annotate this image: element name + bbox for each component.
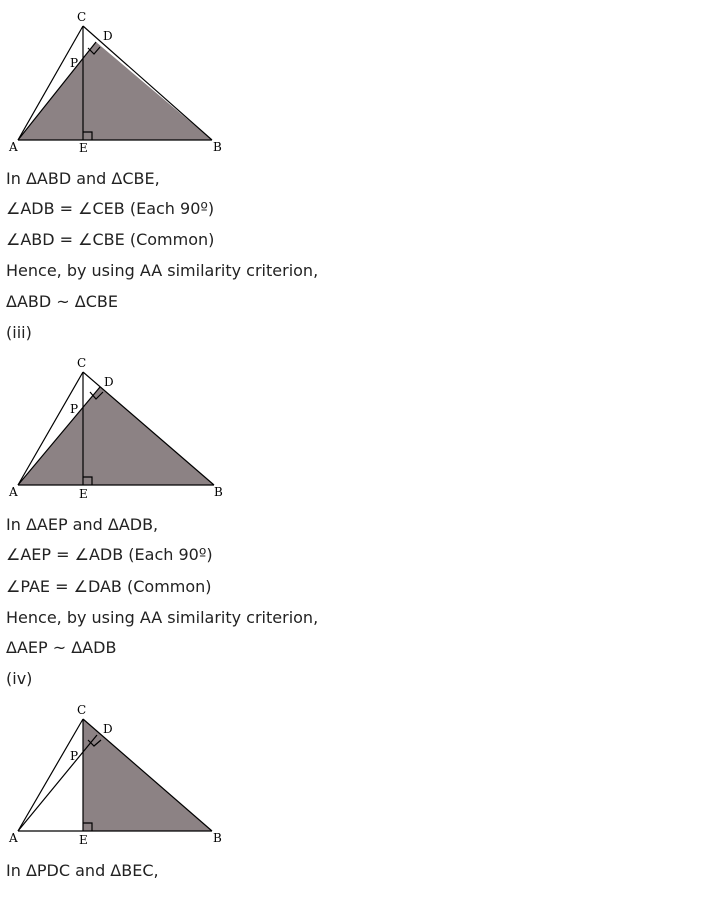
label-b: B [214,485,223,499]
text-line-2: ∠ADB = ∠CEB (Each 90º) [6,199,215,218]
text-line-10: Hence, by using AA similarity criterion, [6,608,319,627]
label-a: A [9,485,18,499]
text-line-11: ΔAEP ~ ΔADB [6,638,117,657]
label-b: B [213,140,222,154]
label-a: A [9,831,18,845]
text-line-3: ∠ABD = ∠CBE (Common) [6,230,215,249]
text-line-1: In ΔABD and ΔCBE, [6,169,160,188]
figure-triangle-3 [0,697,240,857]
text-line-8: ∠AEP = ∠ADB (Each 90º) [6,545,213,564]
shaded-region [18,42,212,140]
label-c: C [77,10,87,24]
text-line-5: ΔABD ~ ΔCBE [6,292,118,311]
label-e: E [79,487,88,501]
label-p: P [70,402,79,416]
label-p: P [70,749,79,763]
figure-2-svg [0,350,240,510]
label-c: C [77,703,87,717]
label-a: A [9,140,18,154]
label-c: C [77,356,87,370]
label-p: P [70,56,79,70]
text-line-4: Hence, by using AA similarity criterion, [6,261,319,280]
text-line-6: (iii) [6,323,32,342]
figure-1-svg [0,4,240,164]
label-d: D [103,722,113,736]
label-e: E [79,141,88,155]
text-line-9: ∠PAE = ∠DAB (Common) [6,577,212,596]
figure-triangle-1 [0,4,240,164]
shaded-region [18,387,214,485]
side-ac [18,719,83,831]
figure-3-svg [0,697,240,857]
figure-triangle-2 [0,350,240,510]
text-line-7: In ΔAEP and ΔADB, [6,515,159,534]
text-line-12: (iv) [6,669,33,688]
label-d: D [104,375,114,389]
label-d: D [103,29,113,43]
label-b: B [213,831,222,845]
text-line-13: In ΔPDC and ΔBEC, [6,861,159,880]
label-e: E [79,833,88,847]
